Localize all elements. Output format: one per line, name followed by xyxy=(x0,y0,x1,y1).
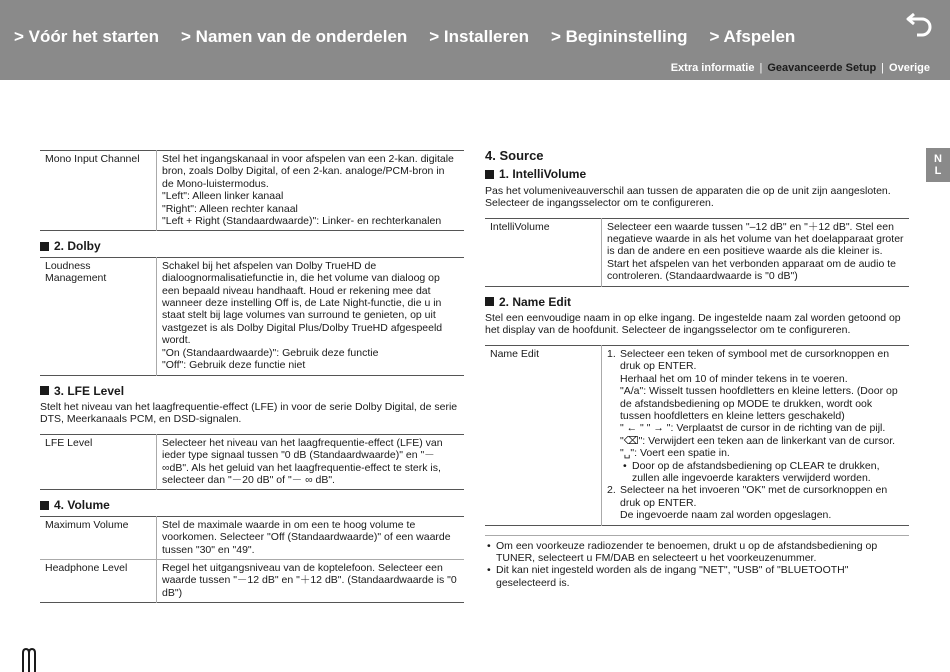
table-row xyxy=(485,218,909,286)
setting-name: Headphone Level xyxy=(40,559,157,602)
desc-line: "Left": Alleen linker kanaal xyxy=(162,190,284,203)
step-text: Selecteer een teken of symbool met de cursorknoppen en druk op ENTER. xyxy=(620,347,890,373)
desc-line: "Right": Alleen rechter kanaal xyxy=(162,202,298,215)
intellivolume-table xyxy=(485,218,909,287)
step-text: Herhaal het om 10 of minder tekens in te voeren. xyxy=(620,372,848,385)
nav-install[interactable]: > Installeren xyxy=(429,27,529,46)
table-row xyxy=(485,345,909,525)
square-bullet-icon xyxy=(40,501,49,510)
note-item: • Om een voorkeuze radiozender te benoemen, drukt u op de afstandsbediening op TUNER, selecteert u FM/DAB en selecteert u het voorkeuzenummer. xyxy=(485,540,909,565)
setting-description: Stel de maximale waarde in om een te hoog volume te voorkomen. Selecteer "Off (Standaardwaarde)" of een waarde tussen "30" en "49". xyxy=(162,518,451,556)
volume-table xyxy=(40,516,464,603)
nav-initial-setup[interactable]: > Begininstelling xyxy=(550,27,688,46)
subnav-separator: | xyxy=(881,62,885,74)
desc-line: Stel het ingangskanaal in voor afspelen van een 2-kan. digitale bron, zoals Dolby Digital, of een 2-kan. analoge/PCM-bron in de Mono-luistermodus. xyxy=(162,153,454,190)
section-heading xyxy=(485,296,909,308)
main-nav xyxy=(14,27,817,47)
setting-description xyxy=(602,345,910,525)
language-tab xyxy=(926,148,950,182)
mono-input-table xyxy=(40,150,464,231)
square-bullet-icon xyxy=(40,386,49,395)
section-title: 2. Dolby xyxy=(54,239,101,254)
square-bullet-icon xyxy=(485,297,494,306)
note-item: • Dit kan niet ingesteld worden als de ingang "NET", "USB" of "BLUETOOTH" geselecteerd is. xyxy=(485,564,909,589)
square-bullet-icon xyxy=(40,242,49,251)
nav-part-names[interactable]: > Namen van de onderdelen xyxy=(181,27,408,46)
setting-description xyxy=(157,257,465,375)
section-intro: Stel een eenvoudige naam in op elke ingang. De ingestelde naam zal worden getoond op het display van de hoofdunit. Selecteer de ingangsselector om te configureren. xyxy=(485,312,901,337)
page-section-title: 4. Source xyxy=(485,148,544,163)
setting-name: Maximum Volume xyxy=(40,516,157,559)
table-row xyxy=(40,516,464,559)
subnav-separator: | xyxy=(759,62,763,74)
step-item xyxy=(607,484,904,509)
subnav-advanced-setup[interactable]: Geavanceerde Setup xyxy=(767,62,877,74)
step-text: De ingevoerde naam zal worden opgeslagen. xyxy=(620,509,832,522)
step-number: 1. xyxy=(607,347,616,360)
subnav-extra-info[interactable]: Extra informatie xyxy=(670,62,755,74)
language-tab-l2: L xyxy=(934,165,942,177)
step-text: "⌫": Verwijdert een teken aan de linkerkant van de cursor. xyxy=(620,434,896,447)
desc-line: "Off": Gebruik deze functie niet xyxy=(162,359,306,372)
step-text: "␣": Voert een spatie in. xyxy=(620,447,730,460)
desc-line: "Left + Right (Standaardwaarde)": Linker- en rechterkanalen xyxy=(162,215,442,228)
section-heading xyxy=(485,168,909,180)
section-intro: Pas het volumeniveauverschil aan tussen de apparaten die op de unit zijn aangesloten. Selecteer de ingangsselector om te configureren. xyxy=(485,184,891,210)
section-heading xyxy=(40,385,464,397)
setting-description: Selecteer een waarde tussen "–12 dB" en "＋12 dB". Stel een negatieve waarde in als het volume van het doelapparaat groter is dan de andere en een positieve waarde als die kleiner is. Start het afspelen van het verbonden apparaat om de audio te controleren. (Standaardwaarde is "0 dB") xyxy=(607,220,904,283)
page-marker-icon xyxy=(22,648,36,672)
table-row xyxy=(40,559,464,602)
table-row xyxy=(40,257,464,375)
square-bullet-icon xyxy=(485,170,494,179)
language-tab-l1: N xyxy=(934,153,942,165)
setting-description xyxy=(157,151,465,231)
desc-line: "On (Standaardwaarde)": Gebruik deze functie xyxy=(162,346,379,359)
nav-before-start[interactable]: > Vóór het starten xyxy=(14,27,160,46)
right-column xyxy=(485,150,909,589)
setting-description: Selecteer het niveau van het laagfrequentie-effect (LFE) van ieder type signaal tussen "0 dB (Standaardwaarde)" en "－∞dB". Als het geluid van het laagfrequentie-effect te sterk is, selecteer dan "－20 dB" of "－ ∞ dB". xyxy=(162,436,443,486)
step-item xyxy=(607,348,904,373)
step-text: " ← " " → ": Verplaatst de cursor in de richting van de pijl. xyxy=(620,422,886,435)
notes xyxy=(485,535,909,590)
setting-name: Mono Input Channel xyxy=(40,151,157,231)
section-title: 1. IntelliVolume xyxy=(499,167,587,182)
section-title: 2. Name Edit xyxy=(499,294,572,309)
setting-description: Regel het uitgangsniveau van de koptelefoon. Selecteer een waarde tussen "－12 dB" en "＋12 dB". (Standaardwaarde is "0 dB") xyxy=(162,561,457,599)
setting-name: Loudness Management xyxy=(40,257,157,375)
table-row xyxy=(40,151,464,231)
nav-playback[interactable]: > Afspelen xyxy=(709,27,796,46)
sub-nav xyxy=(671,62,930,74)
section-title: 4. Volume xyxy=(54,498,110,513)
name-edit-table xyxy=(485,345,909,526)
step-number: 2. xyxy=(607,484,616,497)
section-intro: Stelt het niveau van het laagfrequentie-effect (LFE) in voor de serie Dolby Digital, de serie DTS, Meerkanaals PCM, en DSD-signalen. xyxy=(40,400,458,426)
step-bullet: • Door op de afstandsbediening op CLEAR te drukken, zullen alle ingevoerde karakters verwijderd worden. xyxy=(607,460,904,485)
setting-name: Name Edit xyxy=(485,345,602,525)
section-title: 3. LFE Level xyxy=(54,383,125,398)
left-column xyxy=(40,150,464,603)
section-heading xyxy=(40,240,464,252)
subnav-other[interactable]: Overige xyxy=(889,62,930,74)
step-text: "A/a": Wisselt tussen hoofdletters en kleine letters. (Door op de afstandsbediening op MODE te drukken, wordt ook tussen hoofdletters en kleine letters geschakeld) xyxy=(620,385,898,422)
top-nav-bar xyxy=(0,0,950,80)
back-arrow-icon[interactable] xyxy=(904,8,936,38)
dolby-table xyxy=(40,257,464,376)
setting-name: IntelliVolume xyxy=(485,218,602,286)
desc-line: Schakel bij het afspelen van Dolby TrueHD de dialoognormalisatiefunctie in, die het volume van dialoog op een bepaald niveau handhaaft. Houd er rekening mee dat wanneer deze instelling Off is, de Late Night-functie, die u in staat stelt bij lage volumes van surround te genieten, op uit vastgezet is als Dolby Digital Plus/Dolby TrueHD afgespeeld wordt. xyxy=(162,259,443,347)
step-text: Selecteer na het invoeren "OK" met de cursorknoppen en druk op ENTER. xyxy=(620,484,888,509)
section-heading xyxy=(40,499,464,511)
lfe-table xyxy=(40,434,464,491)
setting-name: LFE Level xyxy=(40,434,157,490)
table-row xyxy=(40,434,464,490)
